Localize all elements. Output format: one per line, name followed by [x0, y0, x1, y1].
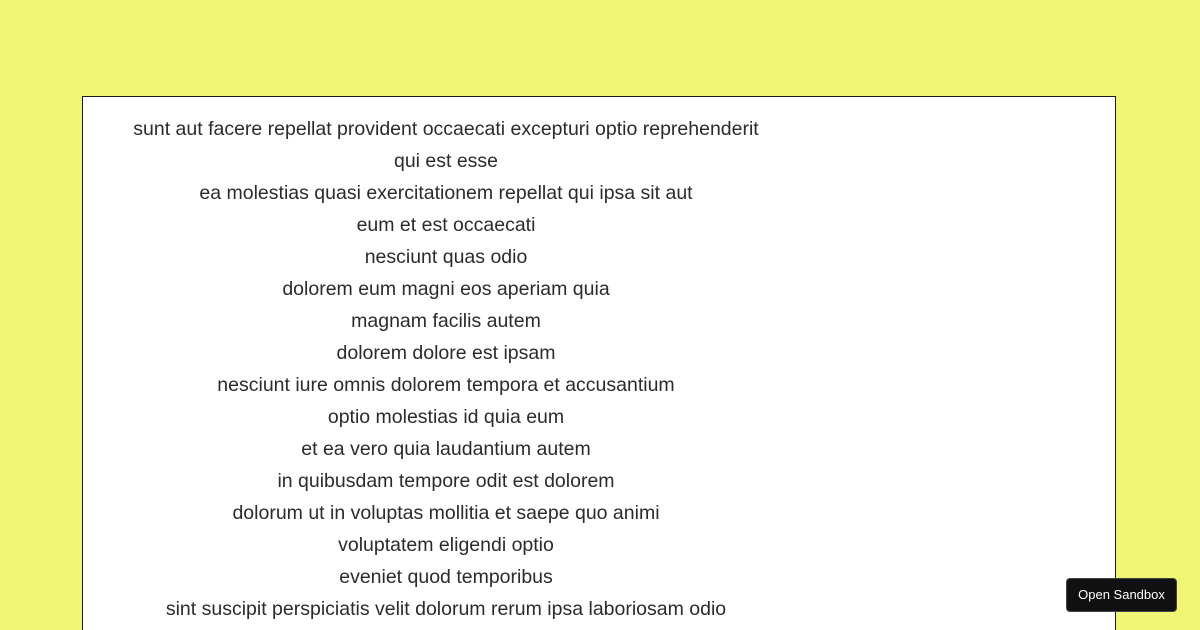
list-item: nesciunt iure omnis dolorem tempora et accusantium — [217, 374, 675, 396]
list-item: eum et est occaecati — [356, 214, 536, 236]
list-item: sunt aut facere repellat provident occaecati excepturi optio reprehenderit — [133, 118, 759, 140]
list-item: dolorem eum magni eos aperiam quia — [282, 278, 610, 300]
list-item: qui est esse — [393, 150, 499, 172]
list-item: in quibusdam tempore odit est dolorem — [277, 470, 615, 492]
list-item: sint suscipit perspiciatis velit dolorum rerum ipsa laboriosam odio — [165, 598, 727, 620]
list-item: ea molestias quasi exercitationem repellat qui ipsa sit aut — [199, 182, 693, 204]
list-item: voluptatem eligendi optio — [338, 534, 554, 556]
list-item: eveniet quod temporibus — [339, 566, 553, 588]
post-title-list — [83, 113, 809, 625]
list-item: magnam facilis autem — [351, 310, 541, 332]
list-item: optio molestias id quia eum — [327, 406, 565, 428]
posts-panel — [82, 96, 1116, 630]
list-item: dolorem dolore est ipsam — [336, 342, 556, 364]
list-item: nesciunt quas odio — [364, 246, 528, 268]
list-item: et ea vero quia laudantium autem — [301, 438, 591, 460]
list-item: dolorum ut in voluptas mollitia et saepe quo animi — [232, 502, 660, 524]
open-sandbox-button[interactable]: Open Sandbox — [1066, 578, 1177, 612]
